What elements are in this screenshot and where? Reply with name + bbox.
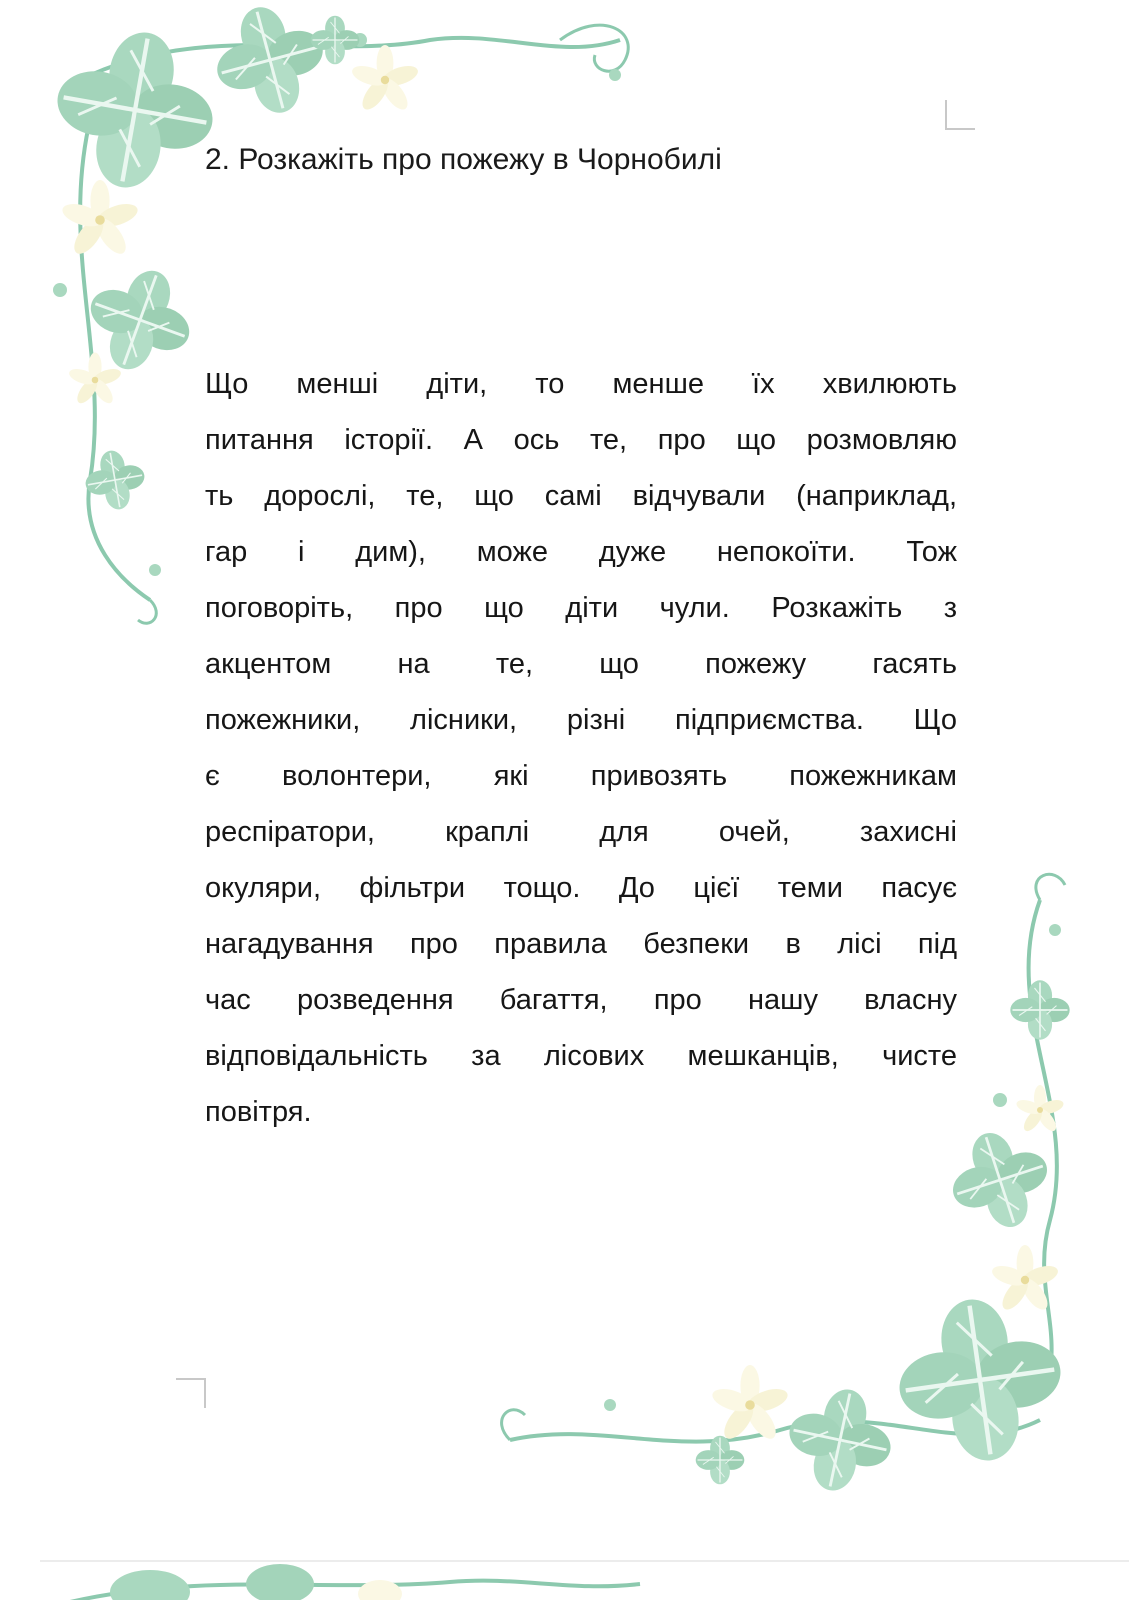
paragraph-line: відповідальність за лісових мешканців, чисте [205, 1040, 957, 1072]
paragraph-line: акцентом на те, що пожежу гасять [205, 648, 957, 680]
paragraph-line: нагадування про правила безпеки в лісі під [205, 928, 957, 960]
paragraph-line: пожежники, лісники, різні підприємства. Що [205, 704, 957, 736]
paragraph-line: гар і дим), може дуже непокоїти. Тож [205, 536, 957, 568]
page-heading: 2. Розкажіть про пожежу в Чорнобилі [205, 143, 722, 176]
paragraph-line: окуляри, фільтри тощо. До цієї теми пасує [205, 872, 957, 904]
next-page-preview[interactable] [0, 1562, 1129, 1600]
paragraph-line: питання історії. А ось те, про що розмовляю [205, 424, 957, 456]
paragraph-line: є волонтери, які привозять пожежникам [205, 760, 957, 792]
clover-decoration-next-page [0, 1562, 1129, 1600]
body-paragraph [205, 356, 957, 1140]
paragraph-line: повітря. [205, 1096, 312, 1128]
paragraph-line: ть дорослі, те, що самі відчували (наприклад, [205, 480, 957, 512]
crop-mark-bottom-left [176, 1378, 206, 1408]
crop-mark-top-right [945, 100, 975, 130]
paragraph-line: час розведення багаття, про нашу власну [205, 984, 957, 1016]
paragraph-line: Що менші діти, то менше їх хвилюють [205, 368, 957, 400]
paragraph-line: поговоріть, про що діти чули. Розкажіть з [205, 592, 957, 624]
paragraph-line: респіратори, краплі для очей, захисні [205, 816, 957, 848]
